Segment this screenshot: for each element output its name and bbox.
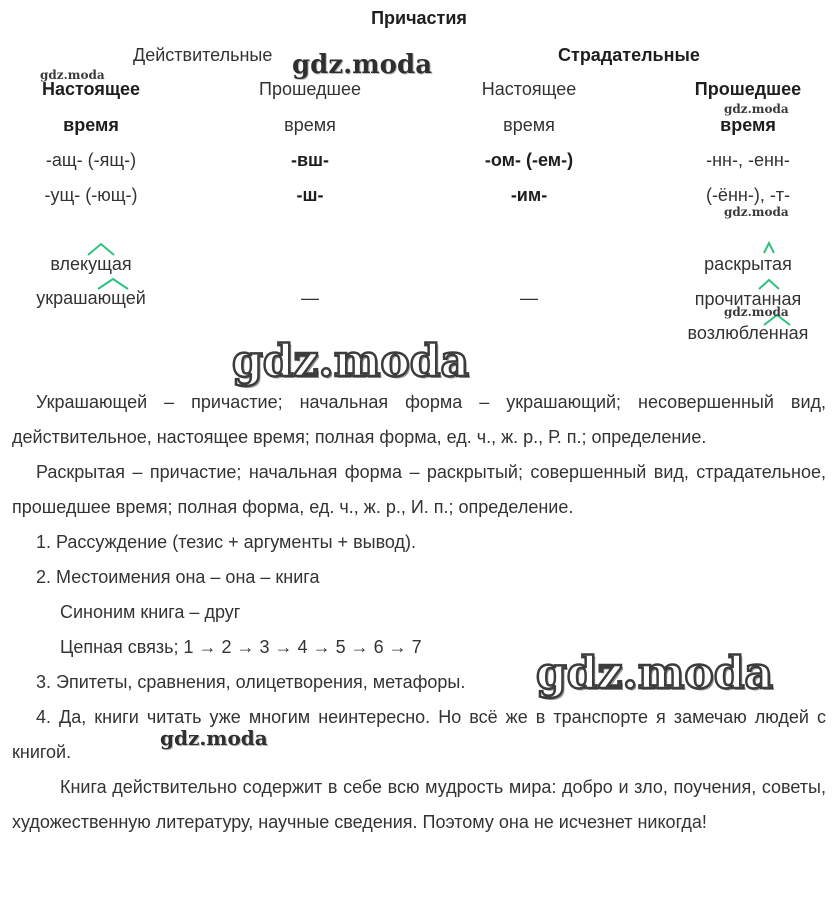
col1-word: время	[63, 115, 119, 135]
watermark-small-3: gdz.moda	[724, 205, 789, 219]
watermark-mid-2: gdz.moda	[160, 726, 268, 750]
col1-tense: Настоящее	[41, 79, 141, 99]
watermark-small-1: gdz.moda	[40, 68, 105, 82]
watermark-big-2: gdz.moda	[536, 648, 774, 699]
answer-3: 3. Эпитеты, сравнения, олицетворения, метафоры.	[36, 672, 466, 692]
col4-tense: Прошедшее	[694, 79, 802, 99]
col1-suffix2: -ущ- (-ющ-)	[44, 185, 138, 205]
page-title: Причастия	[371, 8, 467, 28]
example-dash-col2: —	[301, 288, 319, 308]
col3-word: время	[503, 115, 555, 135]
paragraph-ukrashayushchey: Украшающей – причастие; начальная форма – украшающий; несовершенный вид, действительное, настоящее время; полная форма, ед. ч., ж. р., Р. п.; определение.	[12, 392, 826, 447]
example-vlekushchaya: влекущая	[50, 254, 132, 274]
watermark-small-4: gdz.moda	[724, 305, 789, 319]
example-dash-col3: —	[520, 288, 538, 308]
answer-1: 1. Рассуждение (тезис + аргументы + вывод).	[36, 532, 417, 552]
example-prochitannaya: прочитанная	[694, 289, 802, 309]
col3-suffix1: -ом- (-ем-)	[484, 150, 574, 170]
answer-2-chain: Цепная связь; 1 → 2 → 3 → 4 → 5 → 6 → 7	[60, 637, 422, 657]
answer-4-continued: Книга действительно содержит в себе всю мудрость мира: добро и зло, поучения, советы, художественную литературу, научные сведения. Поэтому она не исчезнет никогда!	[12, 777, 826, 832]
paragraph-raskrytaya: Раскрытая – причастие; начальная форма – раскрытый; совершенный вид, страдательное, прошедшее время; полная форма, ед. ч., ж. р., И. п.; определение.	[12, 462, 826, 517]
col4-suffix2: (-ённ-), -т-	[705, 185, 791, 205]
group-active: Действительные	[133, 45, 273, 65]
col3-tense: Настоящее	[481, 79, 577, 99]
example-ukrashayushchey: украшающей	[36, 288, 146, 308]
col2-suffix1: -вш-	[290, 150, 330, 170]
example-vozlyublennaya: возлюбленная	[687, 323, 809, 343]
answer-2: 2. Местоимения она – она – книга	[36, 567, 320, 587]
example-raskrytaya: раскрытая	[704, 254, 792, 274]
watermark-big-1: gdz.moda	[232, 336, 470, 387]
col2-word: время	[284, 115, 336, 135]
col4-suffix1: -нн-, -енн-	[706, 150, 790, 170]
suffix-mark-prochitannaya	[759, 280, 779, 289]
suffix-mark-vlekushchaya	[88, 244, 114, 255]
col2-tense: Прошедшее	[259, 79, 361, 99]
suffix-mark-ukrashayushchey	[98, 279, 128, 289]
suffix-mark-raskrytaya	[764, 243, 774, 253]
col3-suffix2: -им-	[510, 185, 548, 205]
col1-suffix1: -ащ- (-ящ-)	[45, 150, 137, 170]
watermark-small-2: gdz.moda	[724, 102, 789, 116]
answer-2-synonym: Синоним книга – друг	[60, 602, 241, 622]
watermark-top: gdz.moda	[292, 50, 433, 80]
group-passive: Страдательные	[558, 45, 700, 65]
col2-suffix2: -ш-	[296, 185, 324, 205]
answer-4: 4. Да, книги читать уже многим неинтересно. Но всё же в транспорте я замечаю людей с книгой.	[12, 707, 826, 762]
col4-word: время	[720, 115, 776, 135]
